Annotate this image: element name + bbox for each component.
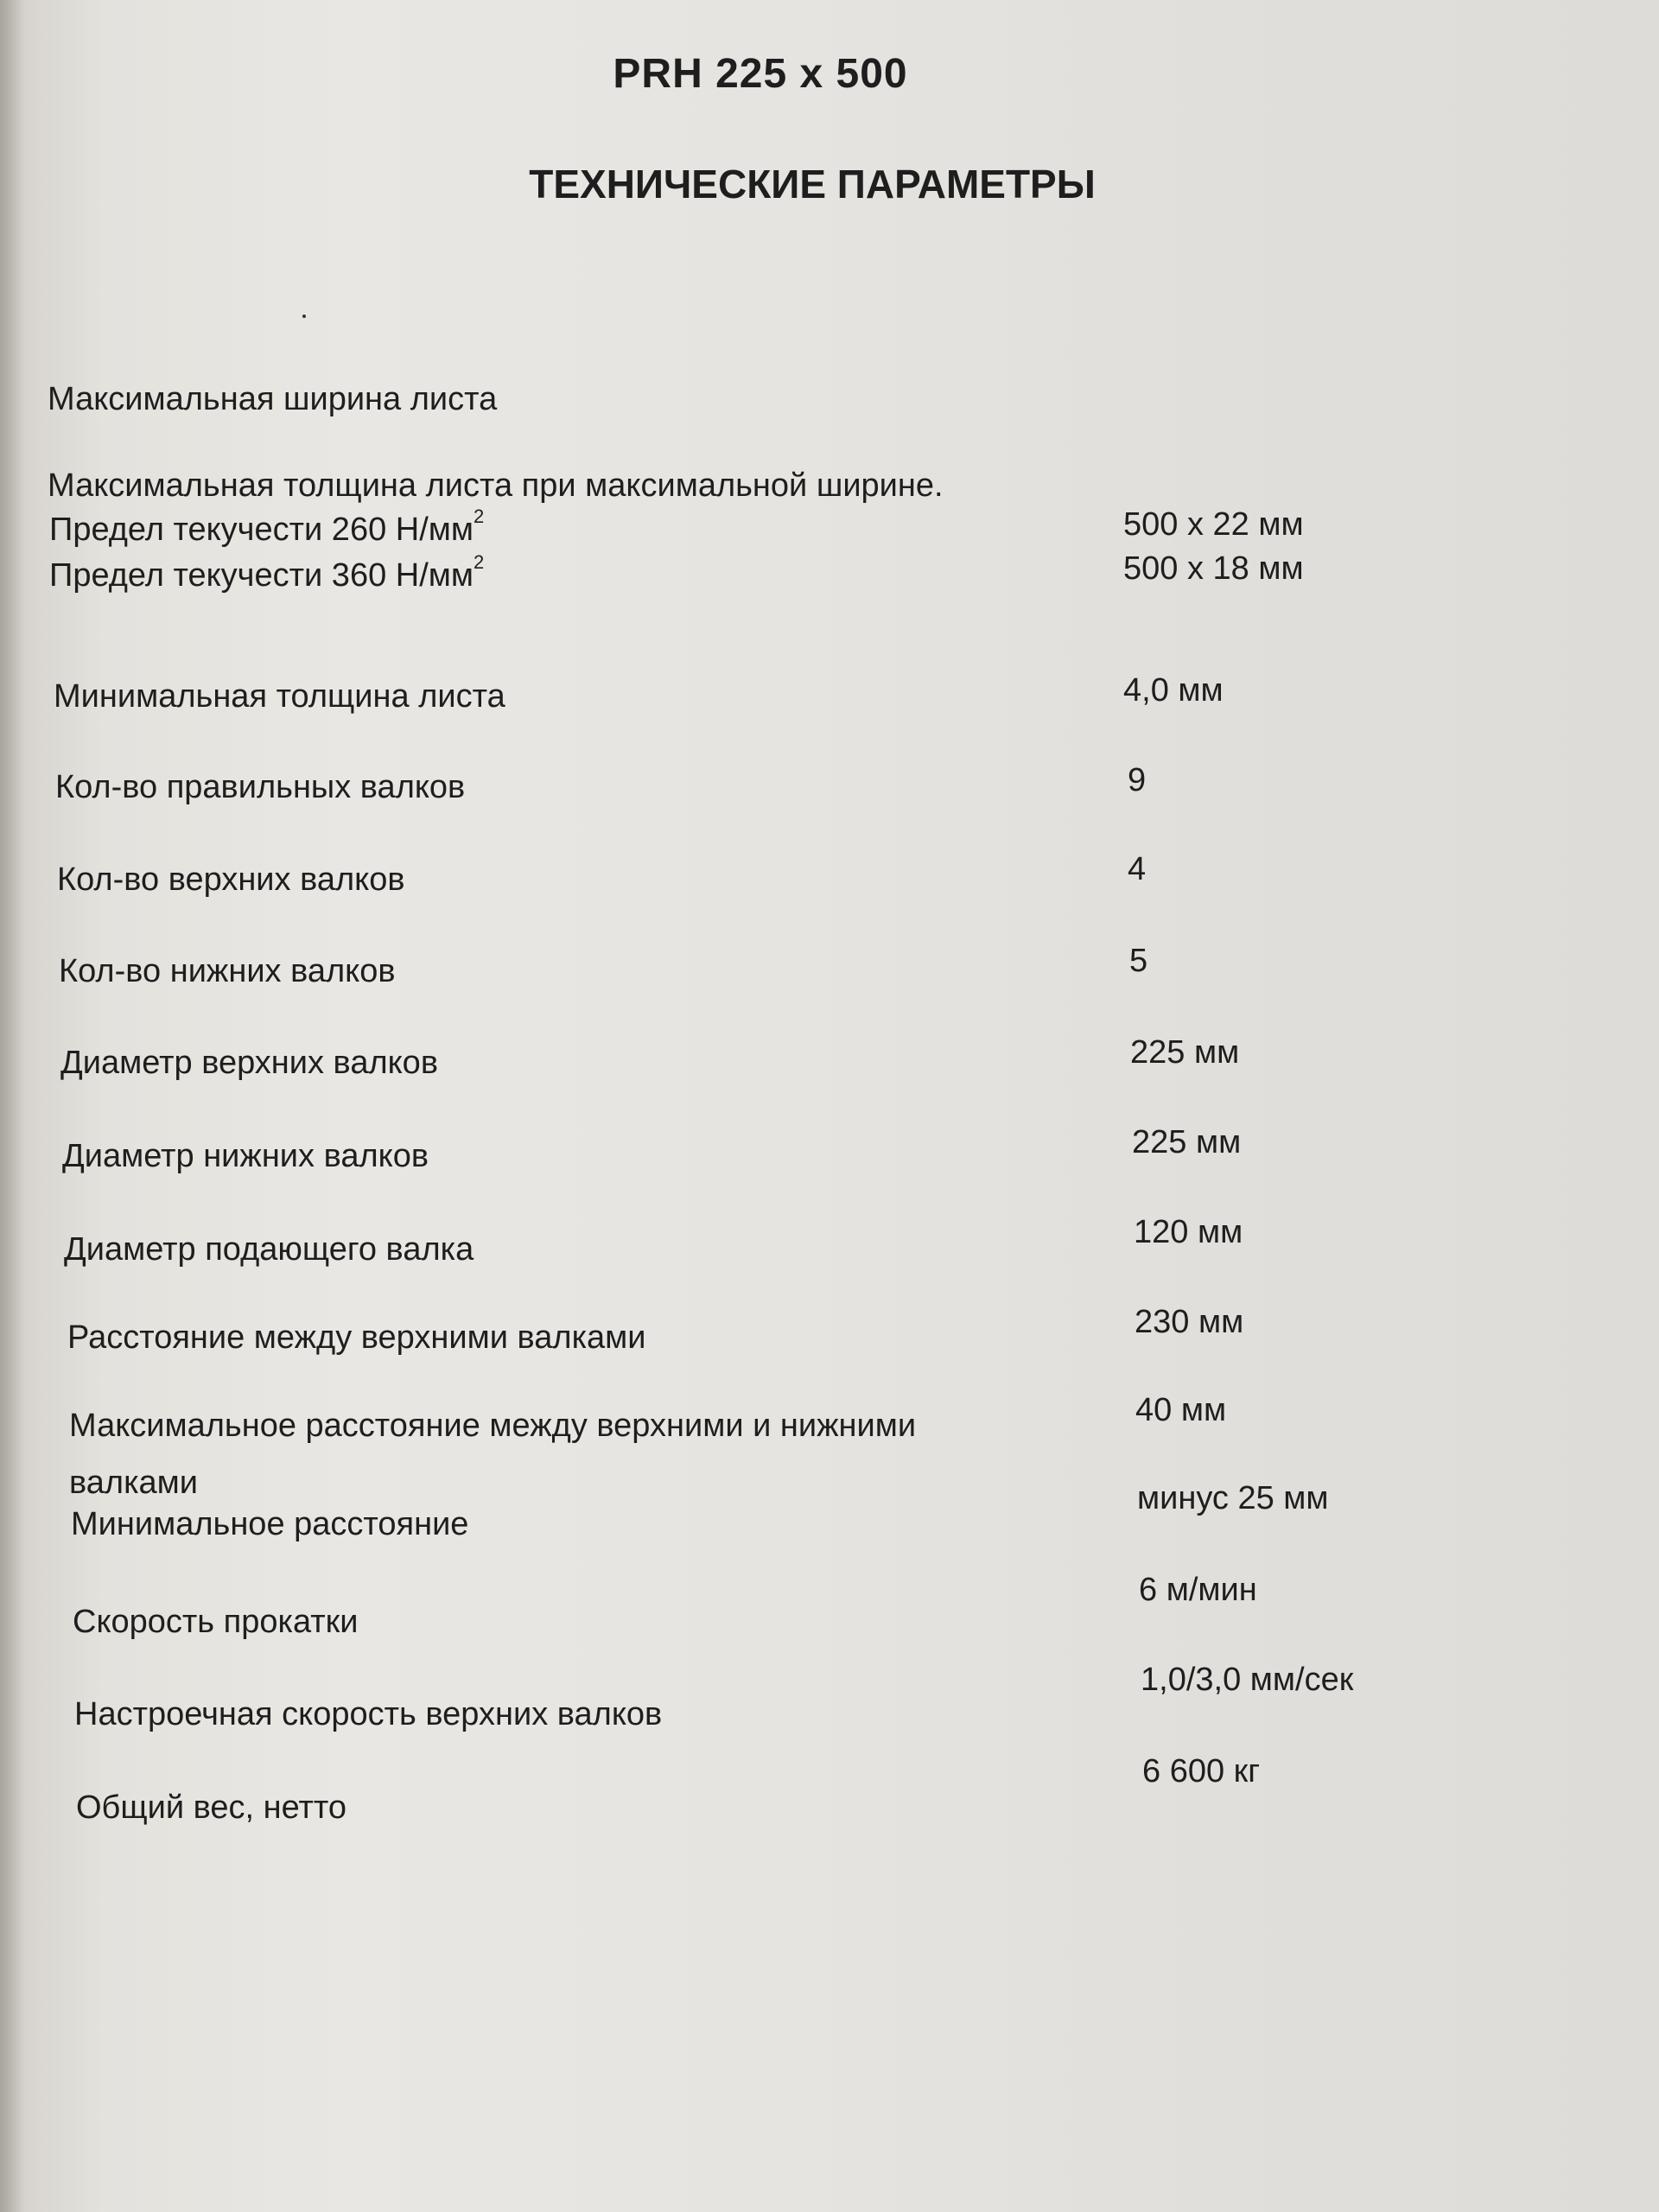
spec-label: Минимальное расстояние <box>71 1506 469 1542</box>
spec-value: 225 мм <box>1130 1034 1240 1071</box>
ink-speck <box>302 315 306 318</box>
spec-label: Диаметр нижних валков <box>62 1138 429 1174</box>
page-edge-shadow <box>0 0 24 2212</box>
spec-label: Диаметр верхних валков <box>60 1045 438 1081</box>
spec-label: Максимальная толщина листа при максимальной ширине. <box>48 467 944 504</box>
spec-label: Скорость прокатки <box>73 1604 359 1640</box>
spec-label: Предел текучести 260 $Н/мм^2$ <box>49 505 485 548</box>
spec-label: валками <box>69 1465 199 1501</box>
spec-value: минус 25 мм <box>1137 1480 1329 1516</box>
spec-label: Расстояние между верхними валками <box>67 1319 646 1356</box>
model-title: PRH 225 x 500 <box>613 51 908 97</box>
spec-label: Минимальная толщина листа <box>54 678 505 715</box>
spec-label: Максимальное расстояние между верхними и нижними <box>69 1408 917 1444</box>
spec-label: Кол-во правильных валков <box>55 769 466 805</box>
spec-label: Кол-во нижних валков <box>59 953 396 989</box>
spec-value: 6 м/мин <box>1139 1572 1257 1608</box>
spec-label: Кол-во верхних валков <box>57 861 405 898</box>
spec-value: 120 мм <box>1134 1214 1243 1250</box>
spec-value: 4 <box>1128 851 1147 887</box>
spec-value: 4,0 мм <box>1123 672 1224 709</box>
spec-value: 9 <box>1128 762 1147 798</box>
spec-label: Предел текучести 360 $Н/мм^2$ <box>49 551 485 594</box>
spec-label: Максимальная ширина листа <box>48 381 498 417</box>
spec-label: Диаметр подающего валка <box>64 1231 474 1268</box>
spec-value: 40 мм <box>1135 1392 1227 1428</box>
spec-value: 230 мм <box>1135 1304 1244 1340</box>
spec-label: Настроечная скорость верхних валков <box>74 1696 663 1732</box>
spec-value: 6 600 кг <box>1142 1753 1261 1789</box>
spec-value: 5 <box>1129 943 1148 979</box>
spec-value: 500 x 22 мм <box>1123 506 1304 543</box>
spec-value: 225 мм <box>1132 1124 1242 1160</box>
section-title: ТЕХНИЧЕСКИЕ ПАРАМЕТРЫ <box>529 162 1096 207</box>
spec-label: Общий вес, нетто <box>76 1789 346 1826</box>
spec-value: 500 x 18 мм <box>1123 550 1304 587</box>
spec-value: 1,0/3,0 мм/сек <box>1141 1662 1354 1698</box>
